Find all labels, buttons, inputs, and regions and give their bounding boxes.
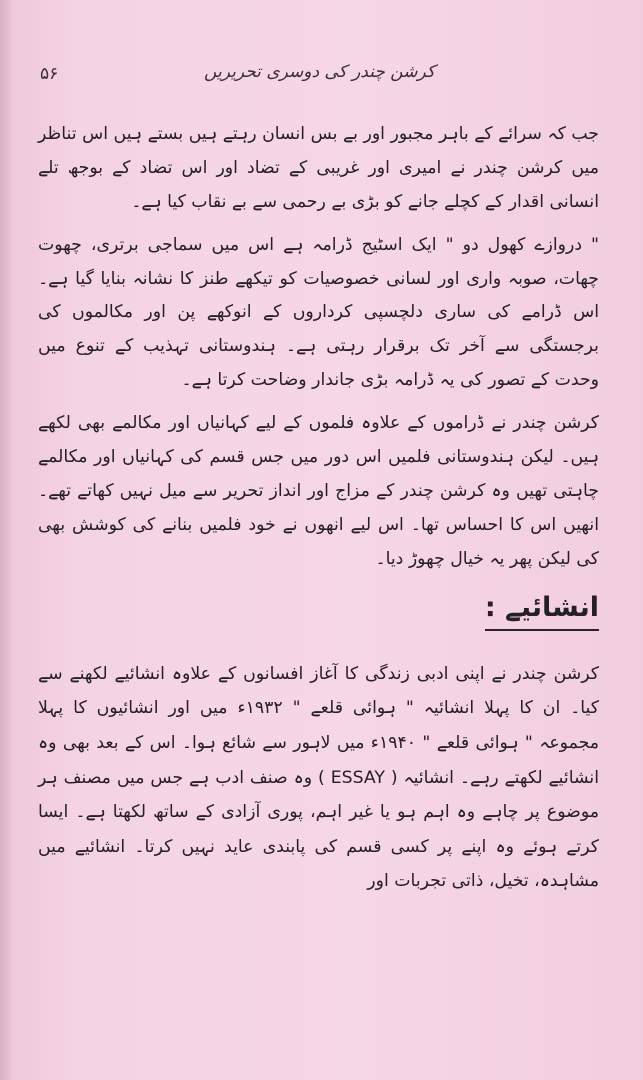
page-number: ۵۶ (40, 64, 59, 84)
paragraph-sarai: جب کہ سرائے کے باہر مجبور اور بے بس انسان رہتے ہیں بستے ہیں اس تناظر میں کرشن چندر نے امیری اور غریبی کے تضاد اور اس تضاد کے بوجھ تلے انسانی اقدار کے کچلے جانے کو بڑی بے رحمی سے بے نقاب کیا ہے۔ (38, 124, 599, 212)
page-body (38, 118, 599, 908)
paragraph-inshaiye: کرشن چندر نے اپنی ادبی زندگی کا آغاز افسانوں کے علاوہ انشائیے لکھنے سے کیا۔ ان کا پہلا انشائیہ " ہوائی قلعے " ۱۹۳۲ء میں اور انشائیوں کا پہلا مجموعہ " ہوائی قلعے " ۱۹۴۰ء میں لاہور سے شائع ہوا۔ اس کے بعد بھی وہ انشائیے لکھتے رہے۔ انشائیہ ( ESSAY ) وہ صنف ادب ہے جس میں مصنف ہر موضوع پر چاہے وہ اہم ہو یا غیر اہم، پوری آزادی کے ساتھ لکھتا ہے۔ ایسا کرتے ہوئے وہ اپنے پر کسی قسم کی پابندی عاید نہیں کرتا۔ انشائیے میں مشاہدہ، تخیل، ذاتی تجربات اور (38, 663, 600, 892)
paragraph-films: کرشن چندر نے ڈراموں کے علاوہ فلموں کے لیے کہانیاں اور مکالمے بھی لکھے ہیں۔ لیکن ہندوستانی فلمیں اس دور میں جس قسم کی کہانیاں اور مکالمے چاہتی تھیں وہ کرشن چندر کے مزاج اور انداز تحریر سے میل نہیں کھاتے تھے۔ انھیں اس کا احساس تھا۔ اس لیے انھوں نے خود فلمیں بنانے کی کوشش بھی کی لیکن پھر یہ خیال چھوڑ دیا۔ (38, 413, 599, 569)
page-header (40, 62, 599, 92)
running-title: کرشن چندر کی دوسری تحریریں (204, 62, 435, 82)
section-heading (38, 586, 599, 629)
paragraph-darwaze-khol-do: " دروازے کھول دو " ایک اسٹیج ڈرامہ ہے اس میں سماجی برتری، چھوت چھات، صوبہ واری اور لسانی خصوصیات کو تیکھے طنز کا نشانہ بنایا گیا ہے۔ اس ڈرامے کی ساری دلچسپی کرداروں کے انوکھے پن اور مکالموں کی برجستگی سے آخر تک برقرار رہتی ہے۔ ہندوستانی تہذیب کے تنوع میں وحدت کے تصور کی یہ ڈرامہ بڑی جاندار وضاحت کرتا ہے۔ (38, 234, 599, 391)
section-heading-text: انشائیے : (485, 592, 599, 631)
